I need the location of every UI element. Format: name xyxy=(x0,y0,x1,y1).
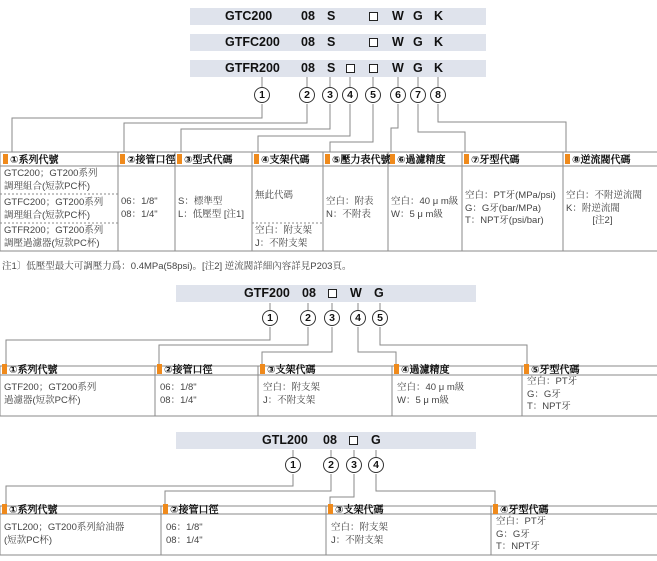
model-code: 08 xyxy=(302,286,316,300)
header-thread: ⑦牙型代碼 xyxy=(464,154,519,167)
index-circle: 4 xyxy=(342,87,358,103)
placeholder-box xyxy=(349,436,358,445)
placeholder-box xyxy=(369,12,378,21)
port-cell: 06：1/8" 08：1/4" xyxy=(166,522,203,546)
index-circle: 5 xyxy=(372,310,388,326)
model-name: GTC200 xyxy=(225,9,273,23)
index-circle: 2 xyxy=(299,87,315,103)
index-circle: 3 xyxy=(322,87,338,103)
index-circle: 2 xyxy=(323,457,339,473)
model-g: G xyxy=(374,286,384,300)
type-cell: S：標準型 L：低壓型 [注1] xyxy=(178,196,244,220)
model-code: 08 xyxy=(301,61,315,75)
footnote: 注1〕低壓型最大可調壓力爲：0.4MPa(58psi)。[注2] 逆流閥詳細內容詳見P203頁。 xyxy=(2,261,352,272)
filter-cell: 空白：40 μ m級 W：5 μ m級 xyxy=(397,382,465,406)
placeholder-box xyxy=(328,289,337,298)
thread-cell: 空白：PT牙(MPa/psi) G：G牙(bar/MPa) T：NPT牙(psi/bar) xyxy=(465,190,556,226)
index-circle: 7 xyxy=(410,87,426,103)
model-g: G xyxy=(371,433,381,447)
index-circle: 4 xyxy=(368,457,384,473)
model-k: K xyxy=(434,61,444,75)
placeholder-box xyxy=(369,38,378,47)
port-cell: 06：1/8" 08：1/4" xyxy=(121,196,158,220)
model-g: G xyxy=(413,35,423,49)
model-code: 08 xyxy=(301,9,315,23)
index-circle: 3 xyxy=(324,310,340,326)
placeholder-box xyxy=(346,64,355,73)
header-series: ①系列代號 xyxy=(2,364,57,377)
series-cell: GTFR200；GT200系列 調壓過濾器(短款PC杯) xyxy=(4,225,104,249)
header-bracket: ③支架代碼 xyxy=(260,364,315,377)
bracket-cell: 空白：附支架 J：不附支架 xyxy=(263,382,321,406)
model-k: K xyxy=(434,9,444,23)
series-cell: GTC200；GT200系列 調理組合(短款PC杯) xyxy=(4,168,98,192)
bracket-none-cell: 無此代碼 xyxy=(255,190,294,201)
model-name: GTFR200 xyxy=(225,61,280,75)
model-w: W xyxy=(350,286,362,300)
header-series: ①系列代號 xyxy=(2,504,57,517)
header-thread: ⑤牙型代碼 xyxy=(524,364,579,377)
header-bracket: ④支架代碼 xyxy=(254,154,309,167)
model-s: S xyxy=(327,9,336,23)
series-cell: GTFC200；GT200系列 調理組合(短款PC杯) xyxy=(4,197,104,221)
index-circle: 1 xyxy=(254,87,270,103)
header-port: ②接管口徑 xyxy=(120,154,175,167)
index-circle: 5 xyxy=(365,87,381,103)
header-filter: ⑥過濾精度 xyxy=(390,154,445,167)
header-type: ③型式代碼 xyxy=(177,154,232,167)
model-g: G xyxy=(413,9,423,23)
index-circle: 1 xyxy=(262,310,278,326)
header-filter: ④過濾精度 xyxy=(394,364,449,377)
bracket-cell: 空白：附支架 J：不附支架 xyxy=(331,522,389,546)
series-cell: GTF200；GT200系列 過濾器(短款PC杯) xyxy=(4,382,97,406)
filter-cell: 空白：40 μ m級 W：5 μ m級 xyxy=(391,196,459,220)
index-circle: 2 xyxy=(300,310,316,326)
model-s: S xyxy=(327,61,336,75)
port-cell: 06：1/8" 08：1/4" xyxy=(160,382,197,406)
header-port: ②接管口徑 xyxy=(163,504,218,517)
index-circle: 1 xyxy=(285,457,301,473)
index-circle: 8 xyxy=(430,87,446,103)
model-name: GTFC200 xyxy=(225,35,280,49)
model-code: 08 xyxy=(301,35,315,49)
thread-cell: 空白：PT牙 G：G牙 T：NPT牙 xyxy=(496,516,547,552)
model-s: S xyxy=(327,35,336,49)
header-thread: ④牙型代碼 xyxy=(493,504,548,517)
index-circle: 6 xyxy=(390,87,406,103)
model-k: K xyxy=(434,35,444,49)
model-code: 08 xyxy=(323,433,337,447)
header-port: ②接管口徑 xyxy=(157,364,212,377)
header-check: ⑧逆流閥代碼 xyxy=(565,154,630,167)
placeholder-box xyxy=(369,64,378,73)
model-w: W xyxy=(392,9,404,23)
model-name: GTL200 xyxy=(262,433,308,447)
model-w: W xyxy=(392,35,404,49)
model-name: GTF200 xyxy=(244,286,290,300)
bracket-cell: 空白：附支架 J：不附支架 xyxy=(255,225,313,249)
index-circle: 4 xyxy=(350,310,366,326)
header-gauge: ⑤壓力表代號 xyxy=(325,154,390,167)
thread-cell: 空白：PT牙 G：G牙 T：NPT牙 xyxy=(527,376,578,412)
model-g: G xyxy=(413,61,423,75)
check-cell: 空白：不附逆流閥 K：附逆流閥 [注2] xyxy=(566,190,643,226)
header-bracket: ③支架代碼 xyxy=(328,504,383,517)
model-w: W xyxy=(392,61,404,75)
index-circle: 3 xyxy=(346,457,362,473)
gauge-cell: 空白：附表 N：不附表 xyxy=(326,196,374,220)
header-series: ①系列代號 xyxy=(3,154,58,167)
series-cell: GTL200；GT200系列給油器 (短款PC杯) xyxy=(4,522,125,546)
